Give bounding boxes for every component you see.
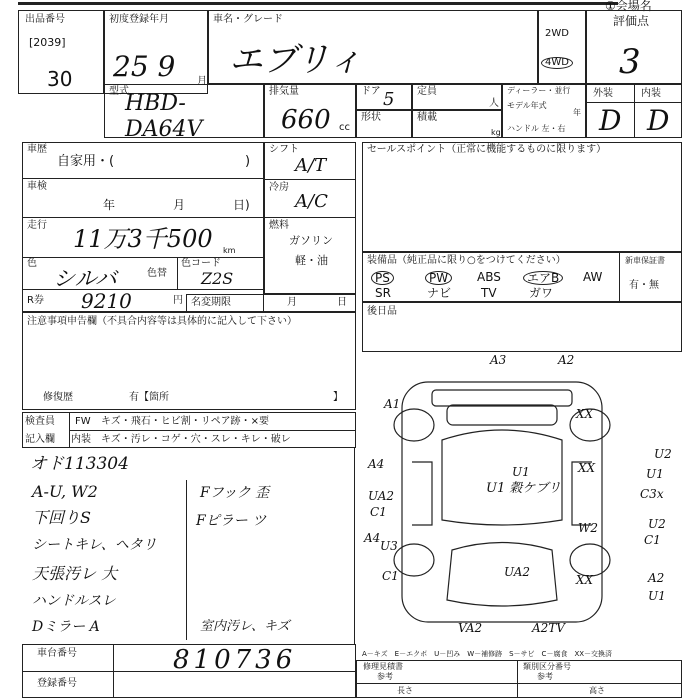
diagram-label-7: U1	[646, 467, 664, 481]
reg-label: 登録番号	[37, 678, 77, 689]
ext-int-box	[586, 84, 682, 138]
post-box	[362, 302, 682, 352]
ext-int-divider	[634, 85, 635, 137]
title-expiry-box	[186, 294, 356, 312]
diagram-label-20: U1	[648, 589, 666, 603]
chassis-box	[22, 644, 356, 698]
diagram-label-14: C1	[644, 533, 661, 547]
ac-rule	[265, 217, 355, 218]
first-reg-box	[104, 10, 208, 94]
equip-gawa: ガワ	[529, 286, 554, 300]
top-border	[18, 2, 618, 5]
drive-2wd: 2WD	[545, 28, 569, 39]
use-label: 車歴	[27, 144, 47, 155]
diagram-label-17: C1	[382, 569, 399, 583]
sales-label: セールスポイント（正常に機能するものに限ります）	[367, 144, 607, 155]
ref-label-2: 類別区分番号	[523, 662, 571, 671]
model-label: 型式	[109, 86, 129, 97]
int-label-2: 内装	[71, 434, 91, 445]
model-box	[104, 84, 264, 142]
color-divider	[177, 257, 178, 289]
remark-7: Dミラー A	[32, 619, 100, 635]
diagram-label-1: A2	[558, 353, 575, 367]
ref-rule	[357, 683, 681, 684]
remark-r2: Fピラー ツ	[196, 513, 267, 529]
diagram-label-2: A1	[384, 397, 401, 411]
diagram-label-11: U1	[512, 465, 530, 479]
door-box	[356, 84, 412, 110]
chassis-value: 810736	[173, 645, 297, 675]
roof-text: U1 穀ケブリ	[486, 481, 561, 496]
name-label: 車名・グレード	[213, 14, 283, 25]
diagram-label-21: UA2	[504, 565, 531, 579]
capacity-label: 定員	[417, 86, 437, 97]
inspect-rule	[69, 430, 355, 431]
diagram-label-19: A2	[648, 571, 665, 585]
equip-ps: PS	[371, 271, 394, 285]
equip-pw: PW	[425, 271, 452, 285]
remark-1: オド113304	[30, 454, 129, 474]
diagram-label-15: A4	[364, 531, 381, 545]
row-rule-1	[23, 178, 263, 179]
model-year-label: モデル年式	[507, 101, 547, 110]
disp-label: 排気量	[269, 86, 299, 97]
ext-label: 外装	[593, 88, 613, 99]
diagram-label-6: U2	[654, 447, 672, 461]
equip-airbag: エアB	[523, 271, 563, 285]
car-diagram	[362, 350, 682, 640]
remark-r3: 室内汚レ、キズ	[200, 619, 290, 634]
mileage-value: 11万3千500	[73, 225, 213, 253]
ref-sub-2: 参考	[537, 672, 553, 681]
inspector-label: 検査員	[25, 416, 55, 427]
diagram-label-23: A2TV	[532, 621, 565, 635]
first-reg-unit: 月	[197, 76, 207, 87]
use-value: 自家用・(	[57, 154, 115, 169]
row-rule-4	[23, 289, 263, 290]
recycle-value: 9210	[81, 289, 132, 313]
drive-box	[538, 10, 586, 84]
height-label: 高さ	[589, 686, 605, 695]
chassis-label: 車台番号	[37, 648, 77, 659]
diagram-label-9: UA2	[368, 489, 395, 503]
warranty-divider	[619, 253, 620, 301]
diagram-label-13: U2	[648, 517, 666, 531]
capacity-unit: 人	[489, 98, 499, 109]
inspect-box	[22, 412, 356, 448]
equip-abs: ABS	[477, 270, 501, 284]
remark-5: 天張汚レ 大	[32, 564, 118, 583]
fuel-label: 燃料	[269, 220, 289, 231]
remark-6: ハンドルスレ	[32, 593, 116, 609]
color-value: シルバ	[53, 267, 117, 292]
equip-sr: SR	[375, 286, 391, 300]
warranty-label: 新車保証書	[625, 256, 665, 265]
score-value: 3	[619, 42, 641, 82]
diagram-label-10: C1	[370, 505, 387, 519]
disp-unit: cc	[339, 122, 350, 133]
remark-2: A-U, W2	[32, 482, 98, 501]
handle-label: ハンドル 左・右	[507, 124, 566, 133]
ext-legend: キズ・飛石・ヒビ割・リペア跡・×要	[101, 416, 269, 427]
record-label: 記入欄	[25, 434, 55, 445]
diagram-label-16: U3	[380, 539, 398, 553]
ref-label-1: 修理見積書	[363, 662, 403, 671]
shift-rule	[265, 179, 355, 180]
lot-label: 出品番号	[25, 14, 65, 25]
ref-divider	[517, 661, 518, 697]
remarks-divider	[186, 480, 187, 640]
fw-label: FW	[75, 416, 91, 427]
ref-sub-1: 参考	[377, 672, 393, 681]
notes-label: 注意事項申告欄（不具合内容等は具体的に記入して下さい）	[27, 316, 297, 327]
year-unit: 年	[573, 108, 581, 117]
notes-box	[22, 312, 356, 410]
row-rule-3	[23, 257, 263, 258]
shaken-label: 車検	[27, 181, 47, 192]
diagram-label-3: XX	[576, 407, 594, 421]
diagram-label-12: W2	[578, 521, 598, 535]
color-change-label: 色替	[147, 268, 167, 279]
lot-box	[18, 10, 104, 94]
shift-label: シフト	[269, 144, 299, 155]
lot-number: 30	[47, 67, 73, 91]
equip-box	[362, 252, 682, 302]
diagram-label-4: A4	[368, 457, 385, 471]
title-expiry-day: 日	[337, 297, 347, 308]
equip-aw: AW	[583, 270, 603, 284]
int-label: 内装	[641, 88, 661, 99]
details-box	[22, 142, 264, 312]
mileage-label: 走行	[27, 220, 47, 231]
shaken-month: 月	[173, 198, 186, 212]
title-expiry-month: 月	[287, 297, 297, 308]
diagram-label-0: A3	[490, 353, 507, 367]
ac-value: A/C	[295, 191, 328, 212]
equip-navi: ナビ	[427, 286, 452, 300]
chassis-rule	[23, 671, 355, 672]
capacity-box	[412, 84, 502, 110]
use-close: )	[245, 154, 251, 169]
remarks-right-border	[354, 448, 355, 644]
model-value: HBD-DA64V	[125, 91, 203, 142]
repair-close: 】	[333, 392, 343, 403]
row-rule-2	[23, 217, 263, 218]
dealer-box	[502, 84, 586, 138]
int-value: D	[647, 104, 670, 137]
shift-box	[264, 142, 356, 294]
fuel-diesel: 軽・油	[295, 254, 328, 267]
load-unit: kg	[491, 128, 501, 137]
corner-mark: ①会場名	[605, 0, 652, 13]
shaken-day: 日)	[233, 198, 250, 212]
repair-value: 有【箇所	[129, 392, 169, 403]
int-legend: キズ・汚レ・コゲ・穴・スレ・キレ・破レ	[101, 434, 291, 445]
recycle-label: R券	[27, 295, 44, 306]
load-box	[412, 110, 502, 138]
ref-box	[356, 660, 682, 698]
equip-tv: TV	[481, 286, 497, 300]
ext-value: D	[599, 104, 622, 137]
warranty-value: 有・無	[629, 280, 659, 291]
ext-int-rule	[587, 102, 681, 103]
load-label: 積載	[417, 112, 437, 123]
recycle-unit: 円	[173, 295, 183, 306]
remark-3: 下回りS	[32, 508, 91, 527]
door-label: ドア	[361, 86, 381, 97]
diagram-label-8: C3x	[640, 487, 664, 501]
sales-box	[362, 142, 682, 252]
first-reg-label: 初度登録年月	[109, 14, 169, 25]
equip-label: 装備品（純正品に限り○をつけてください）	[367, 255, 566, 266]
diagram-label-5: XX	[578, 461, 596, 475]
disp-value: 660	[281, 105, 331, 135]
color-code-value: Z2S	[201, 269, 234, 288]
repair-label: 修復歴	[43, 392, 73, 403]
mileage-unit: km	[223, 246, 236, 255]
color-code-label: 色コード	[181, 258, 221, 269]
score-box	[586, 10, 682, 84]
chassis-divider	[113, 645, 114, 697]
color-label: 色	[27, 258, 37, 269]
shift-value: A/T	[295, 155, 327, 176]
diagram-label-22: VA2	[458, 621, 483, 635]
diagram-label-18: XX	[576, 573, 594, 587]
shape-label: 形状	[361, 112, 381, 123]
shaken-year: 年	[103, 198, 116, 212]
door-value: 5	[383, 89, 395, 110]
drive-4wd: 4WD	[541, 57, 573, 69]
title-expiry-label: 名変期限	[191, 297, 231, 308]
first-reg-value: 25 9	[113, 50, 176, 83]
dealer-label: ディーラー・並行	[507, 86, 571, 95]
remark-4: シートキレ、ヘタリ	[32, 537, 157, 553]
name-box	[208, 10, 538, 84]
lot-code: [2039]	[29, 36, 66, 49]
length-label: 長さ	[397, 686, 413, 695]
ac-label: 冷房	[269, 182, 289, 193]
score-label: 評価点	[613, 14, 650, 28]
fuel-gas: ガソリン	[289, 234, 333, 247]
post-label: 後日品	[367, 306, 397, 317]
car-name: エブリィ	[229, 40, 363, 80]
damage-legend: A－キズ E－エクボ U－凹み W－補修跡 S－サビ C－腐食 XX－交換済	[362, 650, 613, 658]
disp-box	[264, 84, 356, 138]
shape-box	[356, 110, 412, 138]
remark-r1: Fフック 歪	[200, 485, 270, 501]
